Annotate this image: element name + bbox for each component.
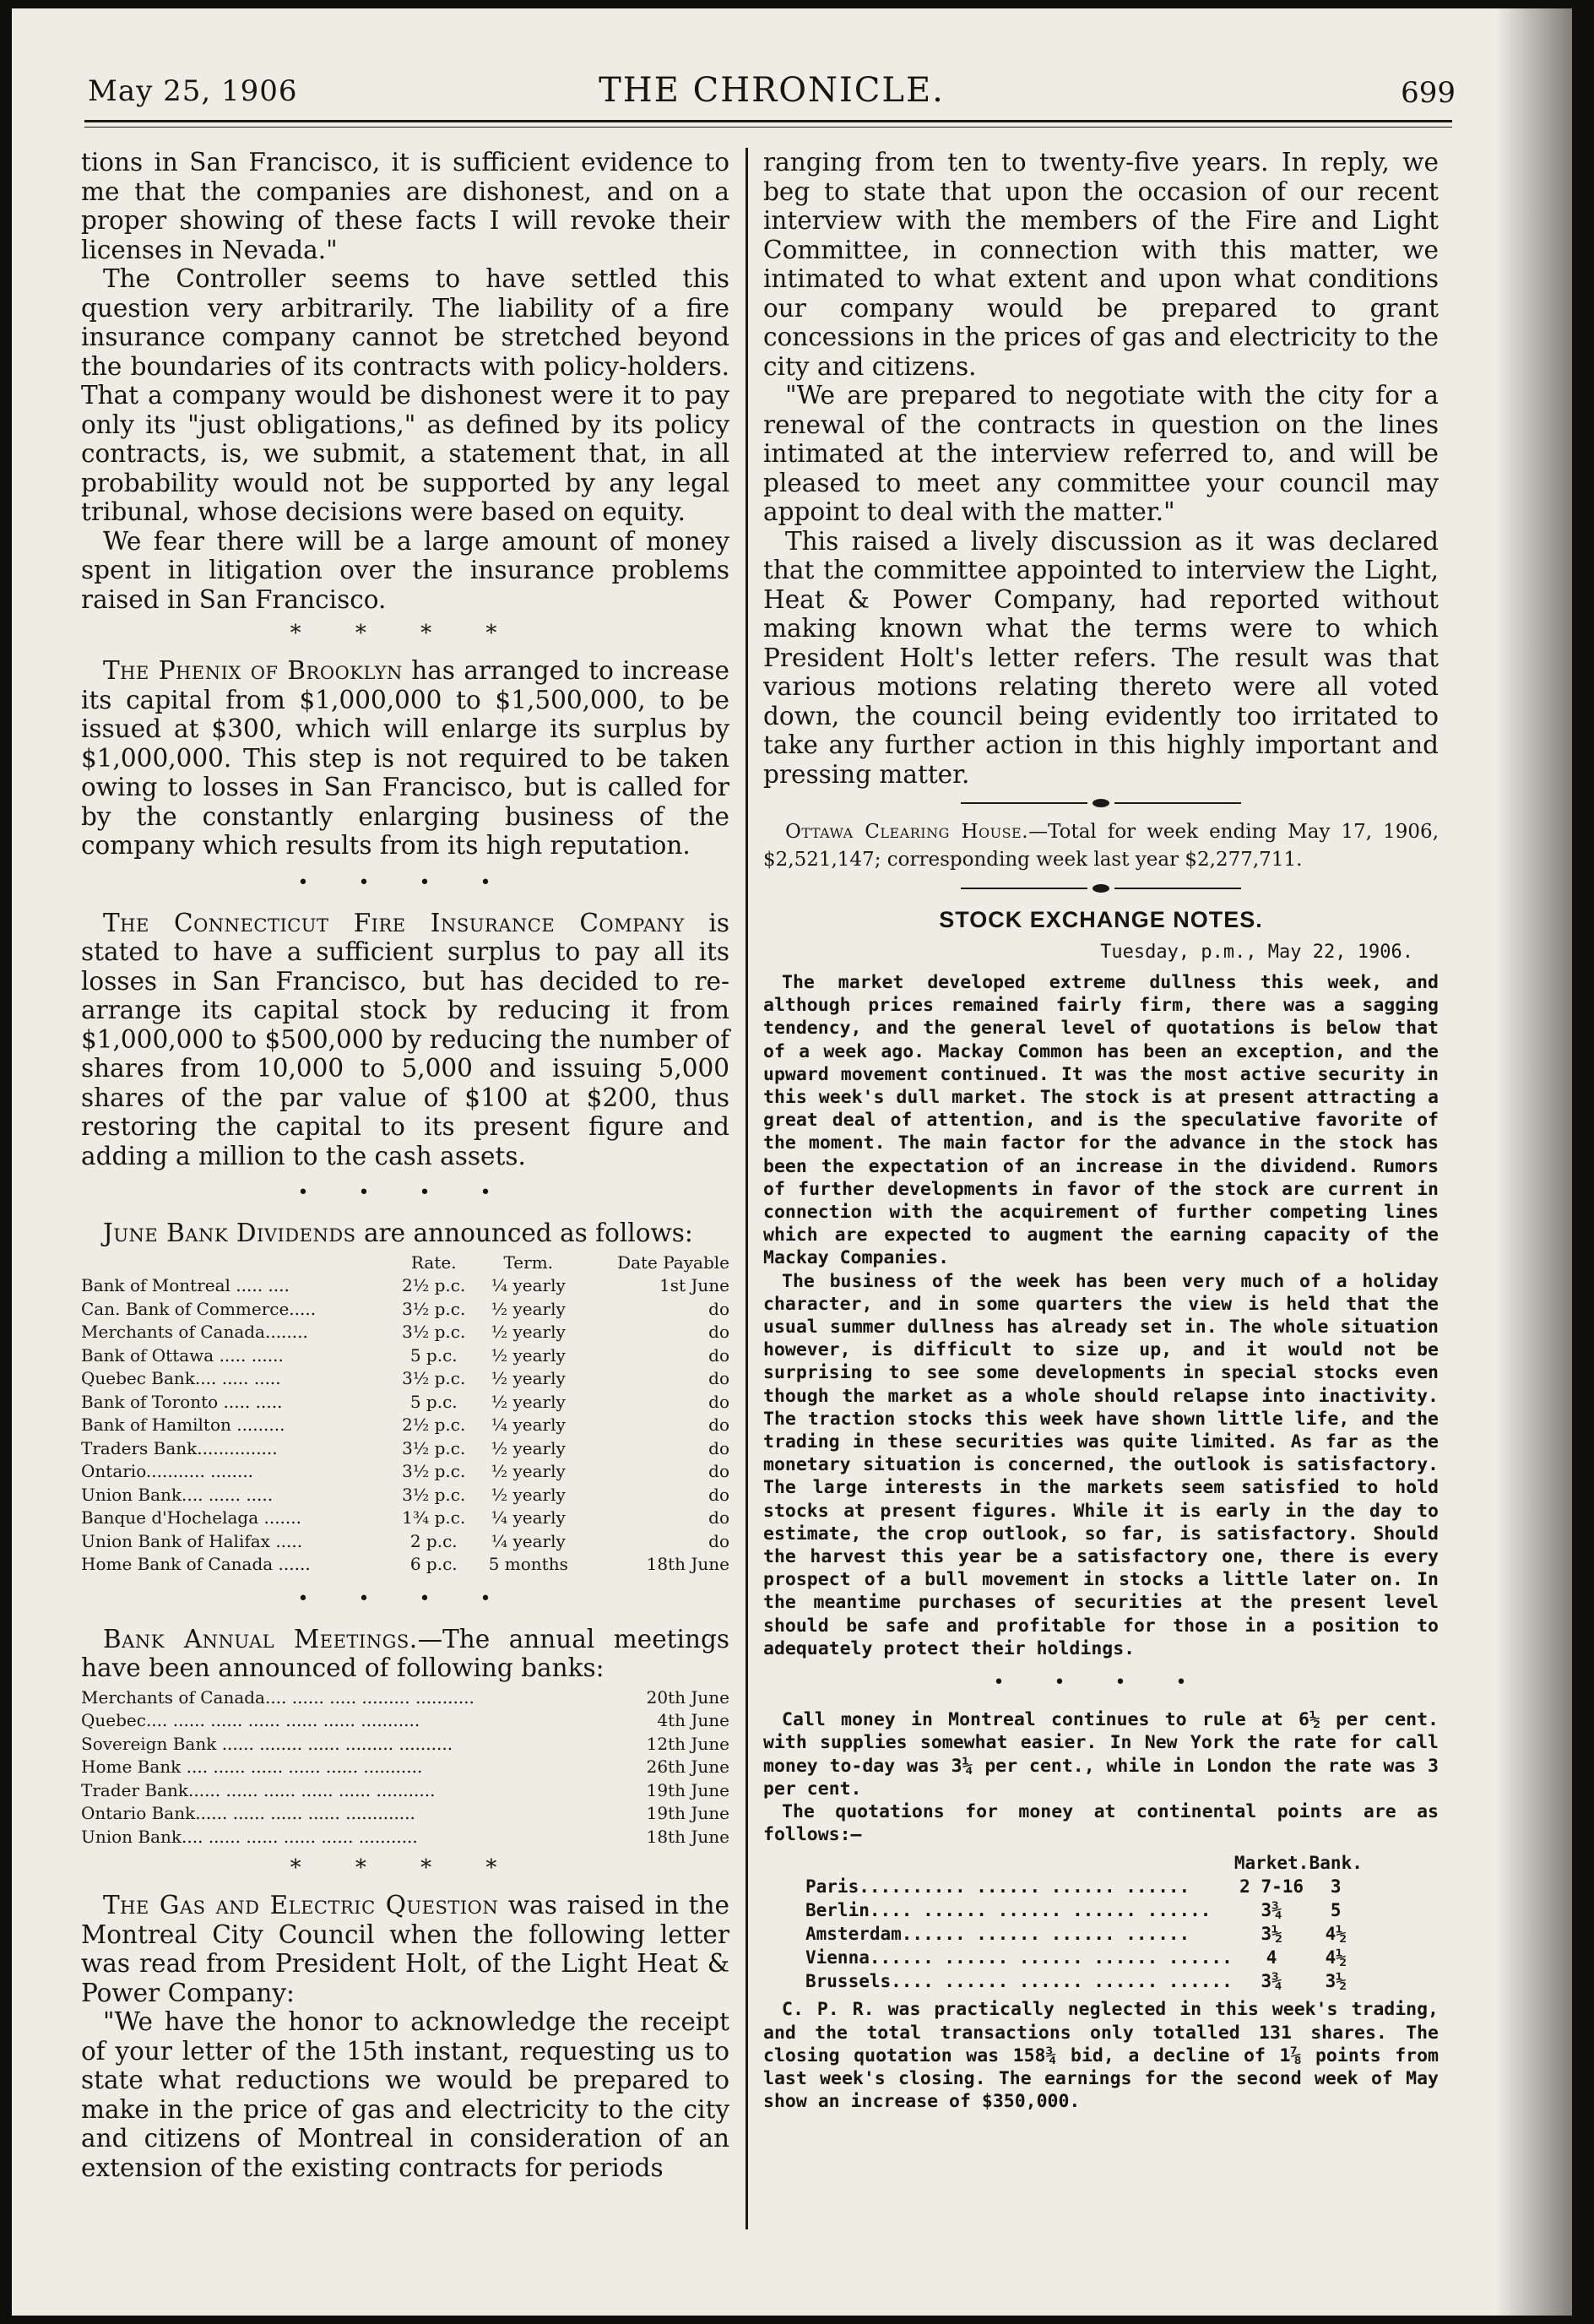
table-cell: 18th June bbox=[646, 1554, 729, 1574]
table-cell: Union Bank.... ...... ...... ...... ...... ........... bbox=[81, 1826, 418, 1847]
table-cell: do bbox=[708, 1507, 729, 1528]
section-lead: June Bank Dividends bbox=[103, 1219, 356, 1247]
ornament-rule bbox=[763, 879, 1439, 895]
table-cell: 3½ p.c. bbox=[402, 1322, 466, 1342]
table-cell: ¼ yearly bbox=[491, 1414, 566, 1435]
paragraph-june-dividends bbox=[81, 1219, 729, 1248]
table-cell: 5 months bbox=[488, 1554, 568, 1574]
table-cell: Bank of Hamilton ......... bbox=[81, 1414, 285, 1435]
paragraph: We fear there will be a large amount of money spent in litigation over the insurance problems raised in San Francisco. bbox=[81, 526, 729, 614]
table-header: Bank. bbox=[1309, 1853, 1363, 1874]
paragraph-text: are announced as follows: bbox=[355, 1219, 693, 1247]
table-cell: do bbox=[708, 1461, 729, 1481]
table-header: Date Payable bbox=[617, 1252, 729, 1273]
page-number: 699 bbox=[1401, 76, 1456, 110]
section-separator: • • • • bbox=[297, 872, 513, 893]
table-cell: 5 bbox=[1330, 1900, 1342, 1921]
header-rule-thin bbox=[84, 127, 1452, 128]
table-cell: 5 p.c. bbox=[409, 1344, 458, 1366]
table-cell: 3 bbox=[1330, 1876, 1342, 1898]
table-row bbox=[81, 1391, 729, 1414]
table-cell: 3½ bbox=[1325, 1971, 1347, 1992]
table-cell: 3¾ bbox=[1261, 1900, 1282, 1921]
paragraph: The quotations for money at continental points are as follows:— bbox=[763, 1800, 1439, 1846]
table-cell: Merchants of Canada........ bbox=[81, 1322, 308, 1342]
table-cell: 3¾ bbox=[1261, 1971, 1282, 1992]
table-cell: ¼ yearly bbox=[491, 1530, 566, 1551]
paragraph-quote: "We have the honor to acknowledge the receipt of your letter of the 15th instant, requesting us to state what reductions we would be prepared to make in the price of gas and electricity to the city and citizens of Montreal in consideration of an extension of the existing contracts for periods bbox=[81, 2007, 729, 2182]
table-row bbox=[81, 1321, 729, 1344]
section-heading: STOCK EXCHANGE NOTES. bbox=[939, 907, 1263, 932]
table-cell: 3½ p.c. bbox=[402, 1437, 466, 1458]
table-cell: 4 bbox=[1266, 1947, 1277, 1968]
paragraph: The market developed extreme dullness this week, and although prices remained fairly firm, there was a sagging tendency, and the general level of quotations is below that of a week ago. Mackay Common has been an exception, and the upward movement continued. It was the most active security in this week's dull market. The stock is at present attracting a great deal of attention, and is the speculative favorite of the moment. The main factor for the advance in the stock has been the expectation of an increase in the dividend. Rumors of further developments in favor of the stock are current in connection with the acquirement of further competing lines which are expected to augment the earning capacity of the Mackay Companies. bbox=[763, 972, 1439, 1269]
paragraph: Call money in Montreal continues to rule at 6½ per cent. with supplies somewhat easier. In New York the rate for call money to-day was 3¼ per cent., while in London the rate was 3 per cent. bbox=[763, 1709, 1439, 1800]
paragraph-gas-question bbox=[81, 1891, 729, 2007]
paragraph-text: has arranged to increase its capital from $1,000,000 to $1,500,000, to be issued at $300, which will enlarge its surplus by $1,000,000. This step is not required to be taken owing to losses in San Francisco, but is called for by the constantly enlarging business of the company which results from its high reputation. bbox=[81, 656, 730, 860]
paragraph: The business of the week has been very much of a holiday character, and in some quarters the view is held that the usual summer dullness has already set in. The whole situation however, is difficult to size up, and it would not be surprising to see some developments in special stocks even though the market as a whole should relapse into inactivity. The traction stocks this week have shown little life, and the trading in these securities was quite limited. As far as the monetary situation is concerned, the outlook is satisfactory. The large interests in the markets seem satisfied to hold stocks at present figures. While it is early in the day to estimate, the crop outlook, so far, is satisfactory. Should the harvest this year be a satisfactory one, there is every prospect of a bull movement in stocks a little later on. In the meantime purchases of securities at the present level should be safe and profitable for those in a position to adequately protect their holdings. bbox=[763, 1270, 1439, 1659]
table-row bbox=[805, 1898, 1363, 1922]
table-cell: ½ yearly bbox=[491, 1437, 566, 1458]
section-separator: * * * * bbox=[290, 621, 521, 646]
table-cell: do bbox=[708, 1344, 729, 1366]
table-row bbox=[81, 1779, 729, 1803]
table-cell: 2½ p.c. bbox=[402, 1414, 466, 1435]
table-cell: do bbox=[708, 1414, 729, 1435]
table-cell: 3½ bbox=[1261, 1924, 1282, 1945]
table-cell: ½ yearly bbox=[491, 1391, 566, 1412]
table-cell: Paris.......... ...... ...... ...... bbox=[805, 1876, 1190, 1898]
table-cell: Union Bank of Halifax ..... bbox=[81, 1530, 303, 1551]
table-row bbox=[805, 1922, 1363, 1946]
table-header: Rate. bbox=[410, 1252, 457, 1273]
table-header: Term. bbox=[503, 1252, 554, 1273]
paragraph: ranging from ten to twenty-five years. In reply, we beg to state that upon the occasion of our recent interview with the members of the Fire and Light Committee, in connection with this matter, we intimated to what extent and upon what conditions our company would be prepared to grant concessions in the prices of gas and electricity to the city and citizens. bbox=[763, 148, 1439, 381]
dateline: Tuesday, p.m., May 22, 1906. bbox=[1100, 942, 1413, 963]
table-cell: do bbox=[708, 1368, 729, 1388]
header-date: May 25, 1906 bbox=[88, 74, 298, 108]
section-lead: Bank Annual Meetings. bbox=[103, 1624, 418, 1653]
table-cell: 18th June bbox=[646, 1826, 729, 1847]
table-row bbox=[81, 1437, 729, 1461]
section-lead: The Gas and Electric Question bbox=[103, 1891, 499, 1919]
table-cell: Traders Bank............... bbox=[81, 1437, 278, 1458]
paragraph-text: —Total for week ending May 17, 1906, $2,521,147; corresponding week last year $2,277,711. bbox=[763, 821, 1439, 871]
header-title: THE CHRONICLE. bbox=[599, 71, 945, 110]
paragraph: C. P. R. was practically neglected in this week's trading, and the total transactions only totalled 131 shares. The closing quotation was 158¾ bid, a decline of 1⅞ points from last week's closing. The earnings for the second week of May show an increase of $350,000. bbox=[763, 1999, 1439, 2113]
table-cell: ¼ yearly bbox=[491, 1275, 566, 1295]
table-row bbox=[81, 1414, 729, 1437]
table-cell: 2½ p.c. bbox=[402, 1275, 466, 1295]
table-cell: Quebec Bank.... ..... ..... bbox=[81, 1368, 281, 1388]
table-cell: Bank of Toronto ..... ..... bbox=[81, 1391, 283, 1412]
section-lead: The Phenix of Brooklyn bbox=[103, 656, 403, 685]
table-cell: ½ yearly bbox=[491, 1298, 566, 1319]
page-header bbox=[88, 68, 1456, 127]
table-cell: 3½ p.c. bbox=[402, 1461, 466, 1481]
paragraph-text: was raised in the Montreal City Council when the following letter was read from President Holt, of the Light Heat & Power Company: bbox=[81, 1891, 729, 2007]
table-cell: 2 7-16 bbox=[1239, 1876, 1304, 1898]
table-cell: Ontario........... ........ bbox=[81, 1461, 254, 1481]
table-row bbox=[81, 1530, 729, 1554]
table-cell: 1¾ p.c. bbox=[402, 1507, 466, 1528]
table-cell: Bank of Montreal ..... .... bbox=[81, 1275, 290, 1295]
header-rule bbox=[84, 120, 1452, 122]
table-header-row bbox=[81, 1252, 729, 1275]
table-cell: Brussels.... ...... ...... ...... ...... bbox=[805, 1971, 1233, 1992]
table-cell: 4½ bbox=[1325, 1947, 1347, 1968]
table-row bbox=[81, 1709, 729, 1733]
table-cell: 3½ p.c. bbox=[402, 1484, 466, 1505]
table-cell: Can. Bank of Commerce..... bbox=[81, 1298, 317, 1319]
table-cell: ½ yearly bbox=[491, 1461, 566, 1481]
table-header-row bbox=[805, 1851, 1363, 1875]
table-cell: ¼ yearly bbox=[491, 1507, 566, 1528]
paragraph: The Controller seems to have settled this question very arbitrarily. The liability of a fire insurance company cannot be stretched beyond the boundaries of its contracts with policy-holders. That a company would be dishonest were it to pay only its "just obligations," as defined by its policy contracts, is, we submit, a statement that, in all probability would not be supported by any legal tribunal, whose decisions were based on equity. bbox=[81, 264, 729, 526]
table-cell: Bank of Ottawa ..... ...... bbox=[81, 1344, 284, 1366]
table-cell: do bbox=[708, 1322, 729, 1342]
table-row bbox=[81, 1507, 729, 1530]
table-row bbox=[81, 1826, 729, 1849]
table-cell: Sovereign Bank ...... ........ ...... ......... .......... bbox=[81, 1733, 453, 1754]
table-row bbox=[81, 1344, 729, 1368]
paragraph-clearing-house bbox=[763, 818, 1439, 874]
paragraph-annual-meetings bbox=[81, 1625, 729, 1683]
table-cell: Vienna...... ...... ...... ...... ...... bbox=[805, 1947, 1233, 1968]
section-separator: • • • • bbox=[297, 1182, 513, 1203]
table-cell: 4th June bbox=[657, 1710, 729, 1730]
table-row bbox=[81, 1460, 729, 1484]
paragraph-connecticut bbox=[81, 909, 729, 1171]
section-separator: * * * * bbox=[290, 1855, 521, 1881]
table-cell: do bbox=[708, 1484, 729, 1505]
right-column bbox=[763, 148, 1439, 2113]
table-cell: Ontario Bank...... ...... ...... ...... ............. bbox=[81, 1803, 415, 1823]
table-cell: do bbox=[708, 1298, 729, 1319]
table-cell: Merchants of Canada.... ...... ..... ......... ........... bbox=[81, 1686, 474, 1708]
table-cell: Quebec.... ...... ...... ...... ...... ...... ........... bbox=[81, 1710, 420, 1730]
table-cell: 19th June bbox=[646, 1779, 729, 1800]
table-cell: Amsterdam...... ...... ...... ...... bbox=[805, 1924, 1190, 1945]
table-cell: 3½ p.c. bbox=[402, 1368, 466, 1388]
meetings-table bbox=[81, 1686, 729, 1849]
table-row bbox=[81, 1298, 729, 1322]
table-row bbox=[81, 1553, 729, 1577]
left-column bbox=[81, 148, 729, 2182]
table-cell: Union Bank.... ...... ..... bbox=[81, 1484, 274, 1505]
table-row bbox=[81, 1367, 729, 1391]
table-cell: Home Bank .... ...... ...... ...... ...... ........... bbox=[81, 1757, 423, 1777]
table-row bbox=[81, 1686, 729, 1710]
dividends-table bbox=[81, 1252, 729, 1577]
section-lead: Ottawa Clearing House. bbox=[785, 821, 1029, 843]
ornament-rule bbox=[763, 794, 1439, 810]
table-cell: Berlin.... ...... ...... ...... ...... bbox=[805, 1900, 1212, 1921]
section-lead: The Connecticut Fire Insurance Company bbox=[103, 908, 685, 937]
table-cell: 12th June bbox=[646, 1733, 729, 1754]
table-row bbox=[81, 1733, 729, 1757]
table-cell: Home Bank of Canada ...... bbox=[81, 1554, 311, 1574]
paragraph-phenix bbox=[81, 656, 729, 861]
table-row bbox=[81, 1484, 729, 1507]
paragraph: "We are prepared to negotiate with the city for a renewal of the contracts in question on the lines intimated at the interview referred to, and will be pleased to meet any committee your council may appoint to deal with the matter." bbox=[763, 381, 1439, 526]
table-cell: ½ yearly bbox=[491, 1322, 566, 1342]
table-cell: 26th June bbox=[646, 1757, 729, 1777]
table-row bbox=[81, 1756, 729, 1779]
table-cell: 20th June bbox=[646, 1686, 729, 1708]
table-row bbox=[81, 1802, 729, 1826]
table-cell: ½ yearly bbox=[491, 1344, 566, 1366]
table-cell: 1st June bbox=[659, 1275, 729, 1295]
paragraph-text: —The annual meetings have been announced of following banks: bbox=[81, 1624, 729, 1682]
table-cell: ½ yearly bbox=[491, 1368, 566, 1388]
table-cell: 3½ p.c. bbox=[402, 1298, 466, 1319]
table-cell: Banque d'Hochelaga ....... bbox=[81, 1507, 301, 1528]
table-cell: do bbox=[708, 1437, 729, 1458]
column-divider bbox=[745, 148, 748, 2229]
table-cell: Trader Bank...... ...... ...... ...... ...... ........... bbox=[81, 1779, 436, 1800]
table-cell: 4½ bbox=[1325, 1924, 1347, 1945]
table-cell: 19th June bbox=[646, 1803, 729, 1823]
paragraph: This raised a lively discussion as it was declared that the committee appointed to interview the Light, Heat & Power Company, had reported without making known what the terms were to which President Holt's letter refers. The result was that various motions relating thereto were all voted down, the council being evidently too irritated to take any further action in this highly important and pressing matter. bbox=[763, 526, 1439, 789]
paragraph: tions in San Francisco, it is sufficient evidence to me that the companies are dishonest, and on a proper showing of these facts I will revoke their licenses in Nevada." bbox=[81, 148, 729, 264]
table-row bbox=[805, 1946, 1363, 1969]
paragraph-text: is stated to have a sufficient surplus to pay all its losses in San Francisco, but has decided to re-arrange its capital stock by reducing it from $1,000,000 to $500,000 by reducing the number of shares from 10,000 to 5,000 and issuing 5,000 shares of the par value of $100 at $200, thus restoring the capital to its present figure and adding a million to the cash assets. bbox=[81, 908, 729, 1170]
section-separator: • • • • bbox=[297, 1588, 513, 1610]
money-rates-table bbox=[805, 1851, 1363, 1993]
table-cell: do bbox=[708, 1391, 729, 1412]
table-header bbox=[805, 1851, 1234, 1875]
section-separator: • • • • bbox=[993, 1672, 1209, 1694]
table-cell: ½ yearly bbox=[491, 1484, 566, 1505]
table-cell: 2 p.c. bbox=[409, 1530, 458, 1551]
table-row bbox=[805, 1875, 1363, 1898]
table-header: Market. bbox=[1233, 1853, 1309, 1874]
table-header bbox=[81, 1252, 392, 1275]
table-row bbox=[805, 1969, 1363, 1993]
newspaper-page bbox=[12, 8, 1572, 2316]
table-cell: do bbox=[708, 1530, 729, 1551]
table-cell: 5 p.c. bbox=[409, 1391, 458, 1412]
table-row bbox=[81, 1274, 729, 1298]
table-cell: 6 p.c. bbox=[409, 1554, 458, 1574]
